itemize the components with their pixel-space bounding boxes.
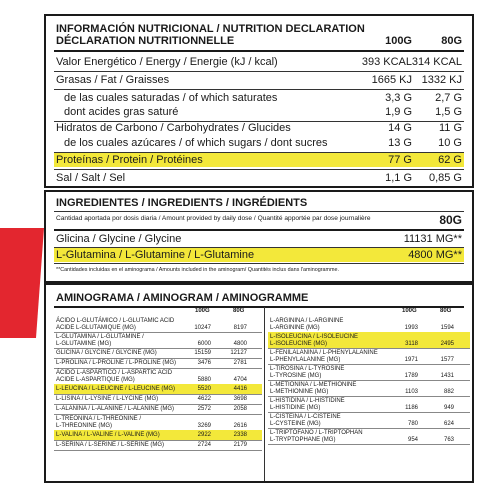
aminogram-title: AMINOGRAMA / AMINOGRAM / AMINOGRAMME — [56, 292, 309, 304]
amino-row-label-line2: L-HISTIDINE (MG) — [270, 405, 321, 411]
nutrition-row-value-80g: 2,7 G — [435, 92, 462, 104]
nutrition-row-value-100g: 1,1 G — [385, 172, 412, 184]
amino-row-label-line2: ACIDE L-GLUTAMIQUE (MG) — [56, 325, 136, 331]
nutrition-row-label: Hidratos de Carbono / Carbohydrates / Glucides — [56, 122, 291, 134]
amino-row-value-100g: 1103 — [405, 389, 418, 395]
nutrition-row-value-80g: 1332 KJ — [421, 74, 462, 86]
amino-row-label-line2: L-THREONINE (MG) — [56, 423, 112, 429]
ingredient-glycine-label: Glicina / Glycine / Glycine — [56, 233, 182, 245]
amino-row-divider — [54, 404, 262, 405]
amino-row-value-80g: 2058 — [233, 406, 247, 412]
amino-row-label-line2: L-CYSTEINE (MG) — [270, 421, 321, 427]
amino-row-label: L-SERINA / L-SERINE / L-SERINE (MG) — [56, 442, 165, 448]
amino-row-label: L-ALANINA / L-ALANINE / L-ALANINE (MG) — [56, 406, 175, 412]
amino-row-label-line2: L-METHIONINE (MG) — [270, 389, 329, 395]
nutrition-row-label: Grasas / Fat / Graisses — [56, 74, 170, 86]
amino-row-value-80g: 3698 — [233, 396, 247, 402]
amino-left-col2-header: 80G — [233, 308, 245, 314]
ingredients-footnote: **Cantidades incluidas en el aminograma / Amounts included in the aminogram/ Quantités inclus dans l'aminogramme. — [56, 267, 339, 273]
amino-row-value-80g: 2495 — [440, 341, 454, 347]
nutrition-row-value-80g: 10 G — [438, 137, 462, 149]
amino-row-label-line2: L-TRYPTOPHANE (MG) — [270, 437, 336, 443]
amino-row-value-100g: 3476 — [197, 360, 211, 366]
nutrition-row-value-80g: 11 G — [438, 122, 462, 134]
amino-row-divider — [54, 348, 262, 349]
nutrition-row-label: dont acides gras saturé — [64, 106, 179, 118]
ingredients-divider — [54, 229, 464, 231]
amino-row-value-80g: 882 — [443, 389, 454, 395]
ingredients-dose: 80G — [439, 213, 462, 227]
amino-row-divider — [268, 380, 470, 381]
ingredients-title-divider — [54, 211, 464, 212]
amino-row-label: L-FENILALANINA / L-PHENYLALANINE — [270, 350, 378, 356]
amino-row-value-100g: 2572 — [197, 406, 211, 412]
amino-row-value-100g: 1993 — [404, 325, 418, 331]
amino-row-label-line2: L-ARGININE (MG) — [270, 325, 320, 331]
nutrition-row-value-80g: 62 G — [438, 154, 462, 166]
amino-row-value-80g: 2179 — [233, 442, 247, 448]
amino-row-value-100g: 3118 — [405, 341, 418, 347]
amino-row-divider — [268, 412, 470, 413]
amino-row-divider — [54, 358, 262, 359]
amino-right-col2-header: 80G — [440, 308, 452, 314]
amino-row-value-80g: 2338 — [233, 432, 247, 438]
nutrition-row-label: Valor Energético / Energy / Energie (kJ / kcal) — [56, 56, 278, 68]
amino-row-value-100g: 5880 — [197, 377, 211, 383]
nutrition-row-value-100g: 3,3 G — [385, 92, 412, 104]
amino-row-value-100g: 15159 — [194, 350, 211, 356]
amino-row-label: L-HISTIDINA / L-HISTIDINE — [270, 398, 345, 404]
amino-row-value-100g: 780 — [407, 421, 418, 427]
amino-row-value-80g: 763 — [443, 437, 454, 443]
nutrition-row-divider — [54, 71, 464, 72]
nutrition-row-divider — [54, 152, 464, 153]
amino-right-col1-header: 100G — [402, 308, 417, 314]
amino-left-col1-header: 100G — [195, 308, 210, 314]
amino-row-label: L-METIONINA / L-METHIONINE — [270, 382, 357, 388]
ingredient-glycine-value: 11131 MG** — [403, 233, 462, 245]
amino-row-divider — [268, 348, 470, 349]
amino-row-divider — [268, 428, 470, 429]
amino-row-label: L-TIROSINA / L-TYROSINE — [270, 366, 345, 372]
amino-row-divider — [54, 394, 262, 395]
nutrition-header-line2: DÉCLARATION NUTRITIONNELLE — [56, 35, 235, 47]
nutrition-row-value-100g: 14 G — [388, 122, 412, 134]
amino-row-value-100g: 2922 — [197, 432, 211, 438]
amino-row-value-80g: 2616 — [233, 423, 247, 429]
amino-row-label: L-GLUTAMINA / L-GLUTAMINE / — [56, 334, 144, 340]
amino-row-label: GLICINA / GLYCINE / GLYCINE (MG) — [56, 350, 157, 356]
amino-row-label: L-ISOLEUCINA / L-ISOLEUCINE — [270, 334, 359, 340]
amino-row-label-line2: L-TYROSINE (MG) — [270, 373, 322, 379]
red-accent-stripe — [0, 228, 44, 338]
amino-row-value-80g: 1594 — [440, 325, 454, 331]
amino-row-value-100g: 1971 — [404, 357, 418, 363]
amino-row-label-line2: L-GLUTAMINE (MG) — [56, 341, 112, 347]
nutrition-row-value-100g: 393 KCAL — [361, 56, 412, 68]
amino-row-label-line2: L-ISOLEUCINE (MG) — [270, 341, 328, 347]
amino-center-divider — [264, 307, 265, 481]
amino-row-value-100g: 4622 — [197, 396, 211, 402]
ingredient-row-divider — [54, 263, 464, 264]
amino-row-label: L-ARGININA / L-ARGININE — [270, 318, 344, 324]
amino-row-value-100g: 2724 — [197, 442, 211, 448]
amino-row-value-100g: 1789 — [404, 373, 418, 379]
ingredient-glutamine-label: L-Glutamina / L-Glutamine / L-Glutamine — [56, 249, 255, 261]
ingredients-subtitle: Cantidad aportada por dosis diaria / Amount provided by daily dose / Quantité apportée par dose journalière — [56, 215, 371, 222]
amino-row-value-80g: 8197 — [233, 325, 247, 331]
nutrition-row-divider — [54, 89, 464, 90]
amino-row-label-line2: ACIDE L-ASPARTIQUE (MG) — [56, 377, 135, 383]
aminogram-panel — [44, 283, 474, 483]
nutrition-row-label: Proteínas / Protein / Protéines — [56, 154, 203, 166]
amino-row-label: L-LISINA / L-LYSINE / L-LYCINE (MG) — [56, 396, 159, 402]
amino-row-divider — [268, 444, 470, 445]
amino-row-value-80g: 1577 — [440, 357, 454, 363]
amino-row-label-line2: L-PHENYLALANINE (MG) — [270, 357, 341, 363]
nutrition-row-value-80g: 314 KCAL — [411, 56, 462, 68]
amino-row-value-80g: 949 — [443, 405, 454, 411]
ingredients-title: INGREDIENTES / INGREDIENTS / INGRÉDIENTS — [56, 197, 308, 209]
amino-row-label: L-PROLINA / L-PROLINE / L-PROLINE (MG) — [56, 360, 177, 366]
nutrition-col1-header: 100G — [385, 35, 412, 47]
amino-row-value-80g: 4704 — [233, 377, 247, 383]
nutrition-row-value-100g: 1665 KJ — [371, 74, 412, 86]
amino-row-divider — [54, 332, 262, 333]
amino-row-value-80g: 1431 — [440, 373, 454, 379]
amino-row-label: L-LEUCINA / L-LEUCINE / L-LEUCINE (MG) — [56, 386, 176, 392]
nutrition-row-label: de las cuales saturadas / of which saturates — [64, 92, 278, 104]
nutrition-header-line1: INFORMACIÓN NUTRICIONAL / NUTRITION DECLARATION — [56, 23, 365, 35]
amino-row-divider — [268, 396, 470, 397]
amino-row-divider — [268, 364, 470, 365]
nutrition-row-divider — [54, 169, 464, 170]
nutrition-row-value-80g: 1,5 G — [435, 106, 462, 118]
amino-row-label: L-TREONINA / L-THREONINE / — [56, 416, 142, 422]
amino-row-value-100g: 3269 — [197, 423, 211, 429]
nutrition-row-value-100g: 77 G — [388, 154, 412, 166]
amino-row-label: L-VALINA / L-VALINE / L-VALINE (MG) — [56, 432, 160, 438]
amino-row-value-100g: 1186 — [405, 405, 418, 411]
amino-row-value-80g: 4416 — [233, 386, 247, 392]
nutrition-col2-header: 80G — [441, 35, 462, 47]
nutrition-row-label: Sal / Salt / Sel — [56, 172, 126, 184]
amino-row-value-100g: 954 — [407, 437, 418, 443]
nutrition-row-value-100g: 1,9 G — [385, 106, 412, 118]
nutrition-declaration-panel — [44, 14, 474, 188]
amino-row-value-80g: 624 — [443, 421, 454, 427]
amino-row-value-100g: 6000 — [197, 341, 211, 347]
amino-row-divider — [54, 440, 262, 441]
amino-row-label: ÁCIDO L-ASPÁRTICO / L-ASPARTIC ACID — [56, 370, 173, 376]
nutrition-row-value-100g: 13 G — [388, 137, 412, 149]
amino-row-value-100g: 10247 — [194, 325, 211, 331]
amino-row-value-80g: 2781 — [233, 360, 247, 366]
amino-row-divider — [54, 450, 262, 451]
nutrition-row-value-80g: 0,85 G — [428, 172, 462, 184]
header-divider — [54, 50, 464, 52]
nutrition-row-label: de los cuales azúcares / of which sugars / dont sucres — [64, 137, 328, 149]
ingredients-panel — [44, 190, 474, 283]
amino-row-divider — [54, 414, 262, 415]
ingredient-glutamine-value: 4800 MG** — [408, 249, 462, 261]
amino-row-value-80g: 12127 — [230, 350, 247, 356]
amino-row-label: L-CISTEINA / L-CISTEINE — [270, 414, 341, 420]
amino-row-label: ÁCIDO L-GLUTÁMICO / L-GLUTAMIC ACID — [56, 318, 175, 324]
amino-row-value-80g: 4800 — [233, 341, 247, 347]
amino-row-divider — [54, 368, 262, 369]
amino-row-label: L-TRIPTÓFANO / L-TRIPTOPHAN — [270, 430, 363, 436]
amino-row-value-100g: 5520 — [197, 386, 211, 392]
